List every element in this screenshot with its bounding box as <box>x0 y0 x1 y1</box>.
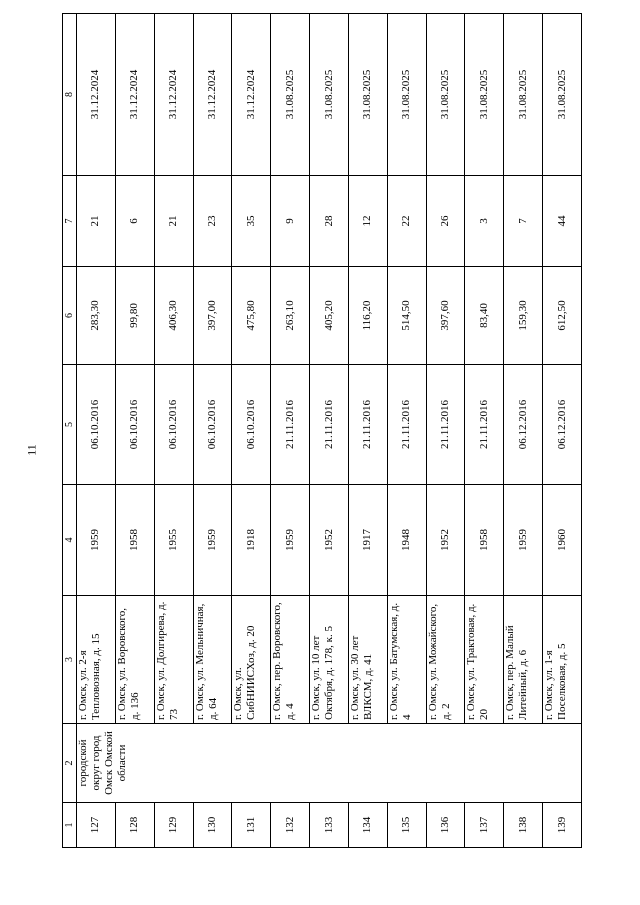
deadline-cell: 31.08.2025 <box>543 14 582 176</box>
construction-year-cell: 1960 <box>543 485 582 596</box>
deadline-cell: 31.12.2024 <box>154 14 193 176</box>
residents-count-cell: 28 <box>310 176 349 267</box>
construction-year-cell: 1958 <box>115 485 154 596</box>
row-number: 132 <box>271 803 310 848</box>
row-number: 137 <box>465 803 504 848</box>
deadline-cell: 31.08.2025 <box>348 14 387 176</box>
area-cell: 99,80 <box>115 267 154 365</box>
construction-year-cell: 1917 <box>348 485 387 596</box>
deadline-cell: 31.08.2025 <box>426 14 465 176</box>
column-number: 4 <box>63 485 77 596</box>
construction-year-cell: 1918 <box>232 485 271 596</box>
recognition-date-cell: 06.10.2016 <box>154 365 193 485</box>
address-cell: г. Омск, ул. Можайского, д. 2 <box>426 596 465 724</box>
row-number: 133 <box>310 803 349 848</box>
row-number: 139 <box>543 803 582 848</box>
construction-year-cell: 1955 <box>154 485 193 596</box>
residents-count-cell: 21 <box>154 176 193 267</box>
table-row <box>154 14 193 848</box>
address-cell: г. Омск, ул. Трактовая, д. 20 <box>465 596 504 724</box>
address-cell: г. Омск, пер. Воровского, д. 4 <box>271 596 310 724</box>
residents-count-cell: 44 <box>543 176 582 267</box>
table-row <box>271 14 310 848</box>
row-number: 135 <box>387 803 426 848</box>
table-row <box>465 14 504 848</box>
housing-table <box>62 13 582 848</box>
table-row <box>504 14 543 848</box>
address-cell: г. Омск, ул. Долгирева, д. 73 <box>154 596 193 724</box>
table-row <box>348 14 387 848</box>
area-cell: 83,40 <box>465 267 504 365</box>
address-cell: г. Омск, ул. 2-я Тепловозная, д. 15 <box>77 596 116 724</box>
row-number: 130 <box>193 803 232 848</box>
address-cell: г. Омск, ул. Мельничная, д. 64 <box>193 596 232 724</box>
area-cell: 116,20 <box>348 267 387 365</box>
row-number: 136 <box>426 803 465 848</box>
row-number: 127 <box>77 803 116 848</box>
column-number-row <box>63 14 77 848</box>
column-number: 5 <box>63 365 77 485</box>
address-cell: г. Омск, ул. СибНИИСХоз, д. 20 <box>232 596 271 724</box>
residents-count-cell: 23 <box>193 176 232 267</box>
area-cell: 406,30 <box>154 267 193 365</box>
row-number: 128 <box>115 803 154 848</box>
column-number: 7 <box>63 176 77 267</box>
address-cell: г. Омск, ул. 30 лет ВЛКСМ, д. 41 <box>348 596 387 724</box>
deadline-cell: 31.12.2024 <box>193 14 232 176</box>
construction-year-cell: 1959 <box>193 485 232 596</box>
table-row <box>77 14 116 848</box>
recognition-date-cell: 21.11.2016 <box>465 365 504 485</box>
construction-year-cell: 1959 <box>271 485 310 596</box>
construction-year-cell: 1952 <box>426 485 465 596</box>
residents-count-cell: 6 <box>115 176 154 267</box>
area-cell: 159,30 <box>504 267 543 365</box>
table-row <box>115 14 154 848</box>
recognition-date-cell: 06.10.2016 <box>193 365 232 485</box>
column-number: 8 <box>63 14 77 176</box>
table-row <box>232 14 271 848</box>
address-cell: г. Омск, ул. Воровского, д. 136 <box>115 596 154 724</box>
recognition-date-cell: 21.11.2016 <box>271 365 310 485</box>
residents-count-cell: 22 <box>387 176 426 267</box>
table-row <box>543 14 582 848</box>
table-row <box>193 14 232 848</box>
residents-count-cell: 35 <box>232 176 271 267</box>
deadline-cell: 31.12.2024 <box>232 14 271 176</box>
residents-count-cell: 9 <box>271 176 310 267</box>
address-cell: г. Омск, ул. 10 лет Октября, д. 178, к. 5 <box>310 596 349 724</box>
recognition-date-cell: 06.10.2016 <box>115 365 154 485</box>
recognition-date-cell: 21.11.2016 <box>348 365 387 485</box>
table-row <box>387 14 426 848</box>
recognition-date-cell: 06.10.2016 <box>232 365 271 485</box>
table-row <box>310 14 349 848</box>
residents-count-cell: 3 <box>465 176 504 267</box>
area-cell: 475,80 <box>232 267 271 365</box>
area-cell: 263,10 <box>271 267 310 365</box>
area-cell: 514,50 <box>387 267 426 365</box>
address-cell: г. Омск, ул. 1-я Поселковая, д. 5 <box>543 596 582 724</box>
recognition-date-cell: 21.11.2016 <box>426 365 465 485</box>
row-number: 131 <box>232 803 271 848</box>
area-cell: 283,30 <box>77 267 116 365</box>
row-number: 129 <box>154 803 193 848</box>
construction-year-cell: 1959 <box>504 485 543 596</box>
residents-count-cell: 12 <box>348 176 387 267</box>
residents-count-cell: 21 <box>77 176 116 267</box>
row-number: 138 <box>504 803 543 848</box>
deadline-cell: 31.08.2025 <box>387 14 426 176</box>
column-number: 2 <box>63 724 77 803</box>
address-cell: г. Омск, ул. Батумская, д. 4 <box>387 596 426 724</box>
deadline-cell: 31.08.2025 <box>271 14 310 176</box>
residents-count-cell: 26 <box>426 176 465 267</box>
area-cell: 405,20 <box>310 267 349 365</box>
recognition-date-cell: 06.12.2016 <box>504 365 543 485</box>
construction-year-cell: 1959 <box>77 485 116 596</box>
page-number: 11 <box>24 444 39 456</box>
recognition-date-cell: 06.10.2016 <box>77 365 116 485</box>
recognition-date-cell: 21.11.2016 <box>310 365 349 485</box>
residents-count-cell: 7 <box>504 176 543 267</box>
column-number: 3 <box>63 596 77 724</box>
row-number: 134 <box>348 803 387 848</box>
rotated-table-wrapper <box>62 70 582 848</box>
construction-year-cell: 1958 <box>465 485 504 596</box>
deadline-cell: 31.08.2025 <box>465 14 504 176</box>
area-cell: 397,00 <box>193 267 232 365</box>
area-cell: 397,60 <box>426 267 465 365</box>
deadline-cell: 31.08.2025 <box>504 14 543 176</box>
area-cell: 612,50 <box>543 267 582 365</box>
table-body <box>77 14 582 848</box>
municipality-cell: городской округ город Омск Омской области <box>77 724 582 803</box>
recognition-date-cell: 21.11.2016 <box>387 365 426 485</box>
construction-year-cell: 1952 <box>310 485 349 596</box>
address-cell: г. Омск, пер. Малый Литейный, д. 6 <box>504 596 543 724</box>
recognition-date-cell: 06.12.2016 <box>543 365 582 485</box>
deadline-cell: 31.12.2024 <box>115 14 154 176</box>
construction-year-cell: 1948 <box>387 485 426 596</box>
deadline-cell: 31.12.2024 <box>77 14 116 176</box>
column-number: 1 <box>63 803 77 848</box>
column-number: 6 <box>63 267 77 365</box>
deadline-cell: 31.08.2025 <box>310 14 349 176</box>
table-row <box>426 14 465 848</box>
